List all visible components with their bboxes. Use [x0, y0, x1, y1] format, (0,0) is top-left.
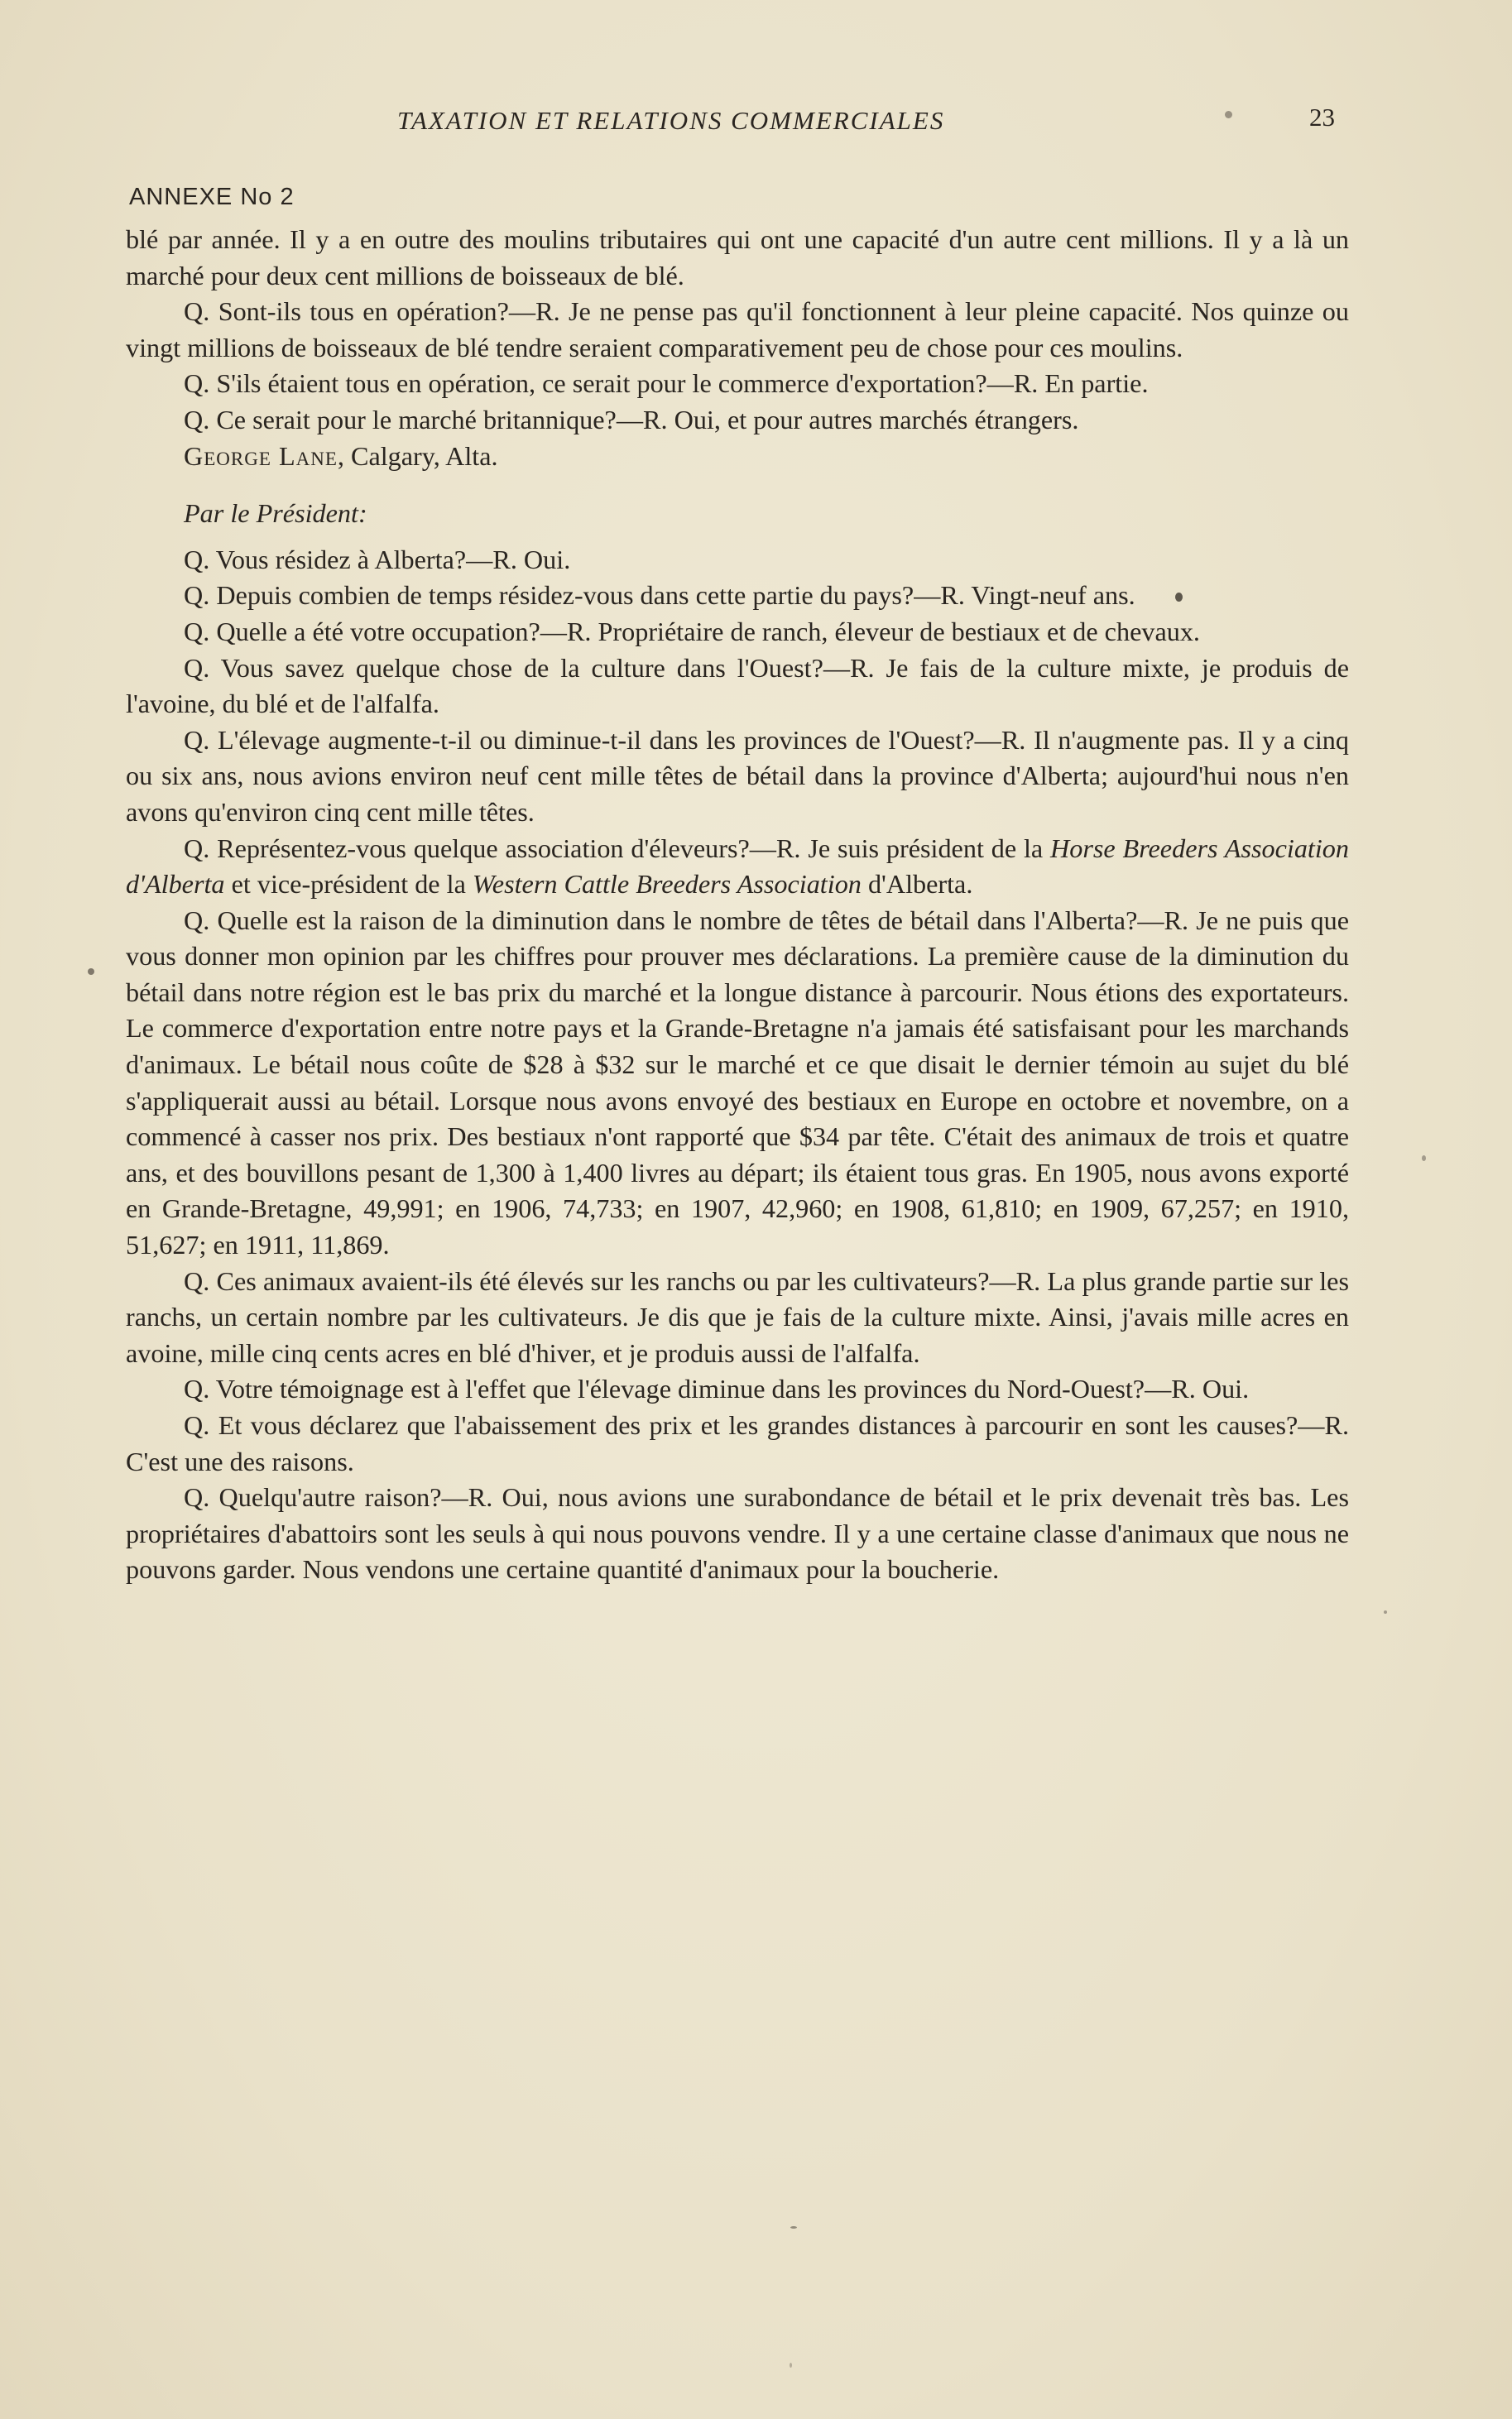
- running-title: TAXATION ET RELATIONS COMMERCIALES: [397, 106, 945, 135]
- qa-paragraph: Q. Ce serait pour le marché britannique?—R. Oui, et pour autres marchés étrangers.: [184, 404, 1079, 434]
- ink-speck: [790, 2363, 792, 2368]
- qa-paragraph: Q. Ces animaux avaient-ils été élevés sur les ranchs ou par les cultivateurs?—R. La plus grande partie sur les ranchs, un certain nombre par les cultivateurs. Je dis que je fais de la culture mixte. Ainsi, j'avais mille acres en avoine, mille cinq cents acres en blé d'hiver, et je produis aussi de l'alfalfa.: [126, 1265, 1349, 1368]
- qa-paragraph: Q. Et vous déclarez que l'abaissement des prix et les grandes distances à parcourir en sont les causes?—R. C'est une des raisons.: [126, 1410, 1349, 1476]
- qa-paragraph: Q. Vous savez quelque chose de la culture dans l'Ouest?—R. Je fais de la culture mixte, je produis de l'avoine, du blé et de l'alfalfa.: [126, 652, 1349, 719]
- witness-location: , Calgary, Alta.: [337, 440, 498, 471]
- qa-paragraph: Q. L'élevage augmente-t-il ou diminue-t-il dans les provinces de l'Ouest?—R. Il n'augmente pas. Il y a cinq ou six ans, nous avions environ neuf cent mille têtes de bétail dans la province d'Alberta; aujourd'hui nous n'en avons qu'environ cinq cent mille têtes.: [126, 724, 1349, 827]
- assoc-text-after: d'Alberta.: [861, 869, 973, 900]
- qa-paragraph: Q. Quelqu'autre raison?—R. Oui, nous avions une surabondance de bétail et le prix devenait très bas. Les propriétaires d'abattoirs sont les seuls à qui nous pouvons vendre. Il y a une certaine classe d'animaux que nous ne pouvons garder. Nous vendons une certaine quantité d'animaux pour la boucherie.: [126, 1482, 1349, 1585]
- qa-paragraph: Q. Depuis combien de temps résidez-vous dans cette partie du pays?—R. Vingt-neuf ans.: [184, 580, 1135, 611]
- qa-paragraph: Q. Votre témoignage est à l'effet que l'élevage diminue dans les provinces du Nord-Ouest?—R. Oui.: [184, 1374, 1250, 1404]
- by-president-heading: Par le Président:: [184, 498, 367, 529]
- org-western-cattle-breeders: Western Cattle Breeders Association: [472, 869, 862, 900]
- ink-speck: [1384, 1610, 1387, 1614]
- qa-paragraph-association: [126, 831, 1349, 903]
- witness-name: George Lane: [184, 440, 338, 471]
- ink-speck: [1175, 593, 1183, 602]
- paragraph: blé par année. Il y a en outre des moulins tributaires qui ont une capacité d'un autre cent millions. Il y a là un marché pour deux cent millions de boisseaux de blé.: [126, 224, 1349, 290]
- assoc-text-before: Q. Représentez-vous quelque association d'éleveurs?—R. Je suis président de la: [184, 833, 1051, 863]
- ink-speck: [1225, 111, 1232, 118]
- org-horse-breeders: Horse Breeders Association d'Alberta: [126, 833, 1349, 900]
- ink-speck: [790, 2226, 797, 2229]
- assoc-text-middle: et vice-président de la: [224, 869, 473, 900]
- qa-paragraph: Q. Quelle est la raison de la diminution dans le nombre de têtes de bétail dans l'Alberta?—R. Je ne puis que vous donner mon opinion par les chiffres pour prouver mes déclarations. La première cause de la diminution du bétail dans notre région est le bas prix du marché et la longue distance à parcourir. Nous étions des exportateurs. Le commerce d'exportation entre notre pays et la Grande-Bretagne n'a jamais été satisfaisant pour les marchands d'animaux. Le bétail nous coûte de $28 à $32 sur le marché et ce que disait le dernier témoin au sujet du blé s'appliquerait aussi au bétail. Lorsque nous avons envoyé des bestiaux en Europe en octobre et novembre, on a commencé à casser nos prix. Des bestiaux n'ont rapporté que $34 par tête. C'était des animaux de trois et quatre ans, et des bouvillons pesant de 1,300 à 1,400 livres au départ; ils étaient tous gras. En 1905, nous avons exporté en Grande-Bretagne, 49,991; en 1906, 74,733; en 1907, 42,960; en 1908, 61,810; en 1909, 67,257; en 1910, 51,627; en 1911, 11,869.: [126, 905, 1349, 1260]
- annex-label: ANNEXE No 2: [129, 184, 295, 210]
- qa-paragraph: Q. Vous résidez à Alberta?—R. Oui.: [184, 544, 571, 574]
- ink-speck: [1422, 1155, 1426, 1161]
- body-text: [126, 222, 1349, 1588]
- page-number: 23: [1309, 103, 1335, 132]
- qa-paragraph: Q. Sont-ils tous en opération?—R. Je ne pense pas qu'il fonctionnent à leur pleine capacité. Nos quinze ou vingt millions de boisseaux de blé tendre seraient comparativement peu de chose pour ces moulins.: [126, 296, 1349, 362]
- ink-speck: [88, 968, 94, 975]
- qa-paragraph: Q. Quelle a été votre occupation?—R. Propriétaire de ranch, éleveur de bestiaux et de chevaux.: [184, 616, 1200, 646]
- witness-heading: [126, 439, 1349, 475]
- qa-paragraph: Q. S'ils étaient tous en opération, ce serait pour le commerce d'exportation?—R. En partie.: [184, 368, 1149, 399]
